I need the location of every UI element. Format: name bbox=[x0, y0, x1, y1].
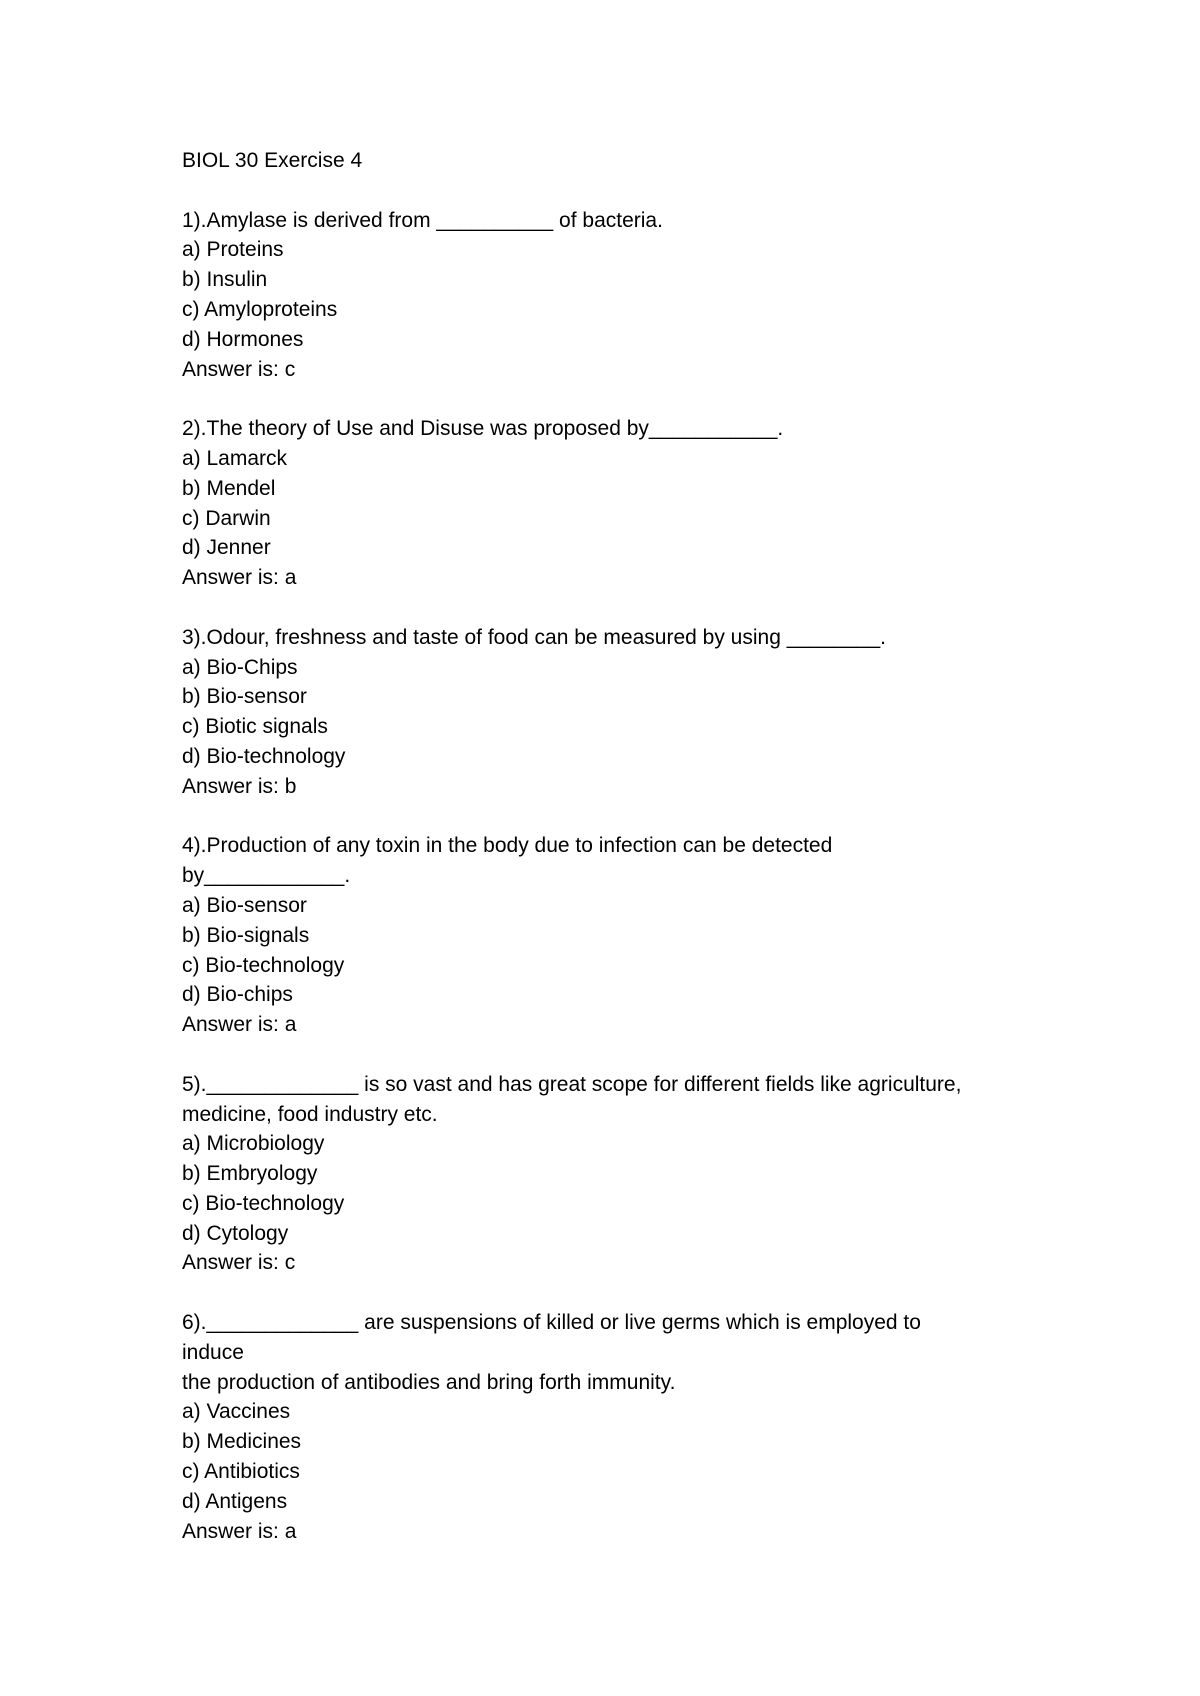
option-b: b) Embryology bbox=[182, 1162, 318, 1186]
document-title: BIOL 30 Exercise 4 bbox=[182, 149, 363, 172]
option-b: b) Insulin bbox=[182, 268, 268, 292]
question-block bbox=[182, 1308, 1062, 1546]
question-block bbox=[182, 414, 1062, 593]
option-a: a) Bio-sensor bbox=[182, 893, 307, 917]
option-d: d) Hormones bbox=[182, 327, 304, 351]
option-c: c) Darwin bbox=[182, 506, 271, 530]
answer-line: Answer is: a bbox=[182, 1519, 297, 1543]
question-stem-continued: medicine, food industry etc. bbox=[182, 1102, 438, 1126]
question-stem-continued: induce bbox=[182, 1340, 244, 1364]
answer-line: Answer is: c bbox=[182, 1251, 296, 1275]
option-b: b) Bio-signals bbox=[182, 923, 310, 947]
question-stem: 1).Amylase is derived from __________ of bacteria. bbox=[182, 208, 663, 232]
option-d: d) Jenner bbox=[182, 536, 271, 560]
spacer bbox=[182, 593, 1062, 623]
spacer bbox=[182, 1278, 1062, 1308]
option-c: c) Antibiotics bbox=[182, 1460, 300, 1484]
option-d: d) Bio-chips bbox=[182, 983, 293, 1007]
spacer bbox=[182, 384, 1062, 414]
option-a: a) Vaccines bbox=[182, 1400, 291, 1424]
question-stem: 2).The theory of Use and Disuse was proposed by___________. bbox=[182, 417, 784, 441]
option-d: d) Cytology bbox=[182, 1221, 289, 1245]
option-b: b) Medicines bbox=[182, 1430, 302, 1454]
question-block bbox=[182, 831, 1062, 1040]
option-c: c) Biotic signals bbox=[182, 715, 328, 739]
answer-line: Answer is: b bbox=[182, 774, 297, 798]
option-b: b) Mendel bbox=[182, 476, 276, 500]
question-stem: 6)._____________ are suspensions of killed or live germs which is employed to bbox=[182, 1311, 921, 1335]
option-a: a) Lamarck bbox=[182, 446, 288, 470]
question-stem-continued: the production of antibodies and bring forth immunity. bbox=[182, 1370, 676, 1394]
question-block bbox=[182, 623, 1062, 802]
answer-line: Answer is: a bbox=[182, 566, 297, 590]
question-stem-continued: by____________. bbox=[182, 864, 351, 888]
spacer bbox=[182, 1040, 1062, 1070]
option-a: a) Proteins bbox=[182, 238, 284, 262]
option-b: b) Bio-sensor bbox=[182, 685, 307, 709]
option-d: d) Bio-technology bbox=[182, 744, 346, 768]
option-c: c) Bio-technology bbox=[182, 1191, 345, 1215]
option-c: c) Bio-technology bbox=[182, 953, 345, 977]
question-block bbox=[182, 1070, 1062, 1279]
question-stem: 3).Odour, freshness and taste of food can be measured by using ________. bbox=[182, 625, 886, 649]
answer-line: Answer is: c bbox=[182, 357, 296, 381]
question-block bbox=[182, 206, 1062, 385]
spacer bbox=[182, 176, 1062, 206]
option-d: d) Antigens bbox=[182, 1489, 288, 1513]
question-stem: 4).Production of any toxin in the body due to infection can be detected bbox=[182, 834, 833, 858]
question-stem: 5)._____________ is so vast and has great scope for different fields like agriculture, bbox=[182, 1072, 962, 1096]
option-a: a) Microbiology bbox=[182, 1132, 325, 1156]
option-c: c) Amyloproteins bbox=[182, 297, 338, 321]
option-a: a) Bio-Chips bbox=[182, 655, 298, 679]
answer-line: Answer is: a bbox=[182, 1013, 297, 1037]
spacer bbox=[182, 802, 1062, 832]
document-body bbox=[182, 146, 1062, 1546]
